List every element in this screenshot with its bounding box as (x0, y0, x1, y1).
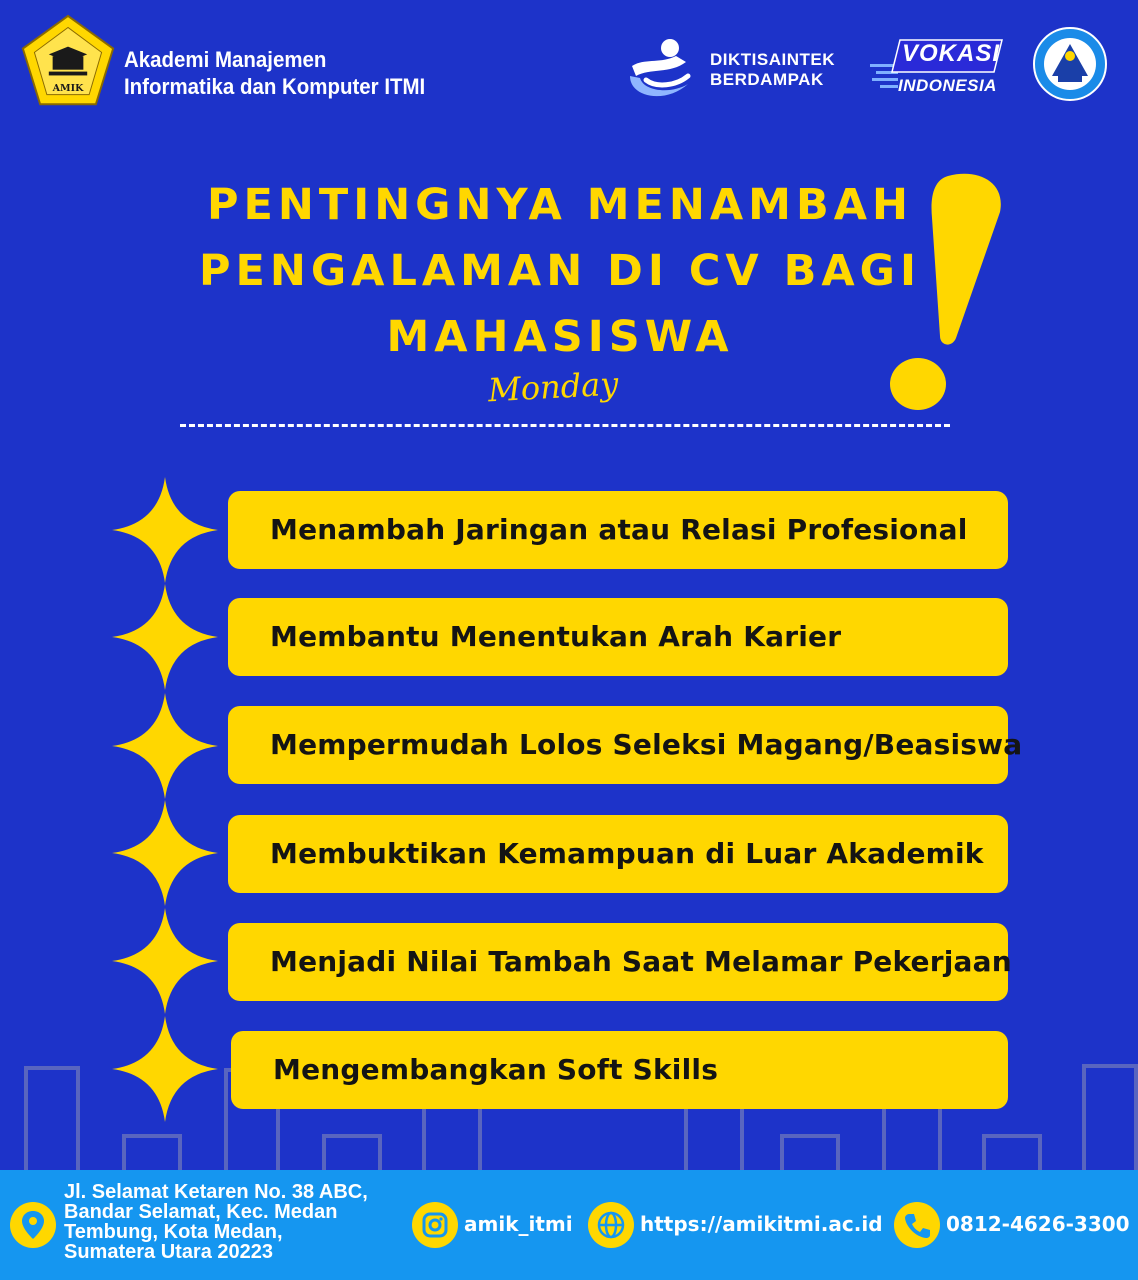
exclamation-icon (876, 168, 1016, 418)
dikti-line1: DIKTISAINTEK (710, 50, 835, 69)
vokasi-word: VOKASI (902, 40, 1001, 67)
sparkle-star-icon (112, 1016, 218, 1122)
org-name (124, 46, 425, 100)
amik-itmi-logo (20, 14, 116, 110)
sparkle-star-icon (112, 693, 218, 799)
instagram-icon[interactable] (412, 1202, 458, 1248)
diktisaintek-text (710, 50, 835, 90)
phone-number[interactable]: 0812-4626-3300 (946, 1212, 1130, 1236)
list-item (228, 815, 1008, 893)
list-item-text: Mengembangkan Soft Skills (273, 1053, 719, 1086)
list-item-text: Mempermudah Lolos Seleksi Magang/Beasiswa (270, 728, 1023, 761)
org-name-line2: Informatika dan Komputer ITMI (124, 74, 426, 99)
subtitle-monday: Monday (487, 364, 620, 410)
tut-wuri-handayani-logo-icon (1032, 26, 1108, 102)
location-pin-icon (10, 1202, 56, 1248)
sparkle-star-icon (112, 584, 218, 690)
address-line4: Sumatera Utara 20223 (64, 1241, 274, 1263)
title-line2: PENGALAMAN DI CV BAGI (199, 246, 921, 296)
indonesia-word: INDONESIA (898, 76, 997, 95)
footer-bar (0, 1170, 1138, 1280)
list-item (231, 1031, 1008, 1109)
list-item (228, 923, 1012, 1001)
instagram-handle[interactable]: amik_itmi (464, 1212, 573, 1236)
diktisaintek-logo-icon (626, 36, 696, 104)
org-name-line1: Akademi Manajemen (124, 47, 327, 72)
list-item (228, 598, 1008, 676)
list-item-text: Menjadi Nilai Tambah Saat Melamar Pekerjaan (270, 945, 1012, 978)
globe-icon[interactable] (588, 1202, 634, 1248)
website-link[interactable]: https://amikitmi.ac.id (640, 1212, 883, 1236)
dikti-line2: BERDAMPAK (710, 70, 824, 89)
list-item (228, 706, 1023, 784)
sparkle-star-icon (112, 800, 218, 906)
address (64, 1182, 368, 1262)
sparkle-star-icon (112, 477, 218, 583)
address-line1: Jl. Selamat Ketaren No. 38 ABC, (64, 1181, 368, 1203)
list-item-text: Menambah Jaringan atau Relasi Profesional (270, 513, 968, 546)
phone-icon[interactable] (894, 1202, 940, 1248)
address-line3: Tembung, Kota Medan, (64, 1221, 283, 1243)
sparkle-star-icon (112, 908, 218, 1014)
page-title (160, 172, 960, 370)
list-item-text: Membuktikan Kemampuan di Luar Akademik (270, 837, 984, 870)
dashed-divider (180, 424, 950, 427)
title-line1: PENTINGNYA MENAMBAH (206, 180, 913, 230)
list-item-text: Membantu Menentukan Arah Karier (270, 620, 842, 653)
title-line3: MAHASISWA (386, 312, 734, 362)
emblem-text: AMIK (52, 82, 84, 94)
address-line2: Bandar Selamat, Kec. Medan (64, 1201, 338, 1223)
list-item (228, 491, 1008, 569)
